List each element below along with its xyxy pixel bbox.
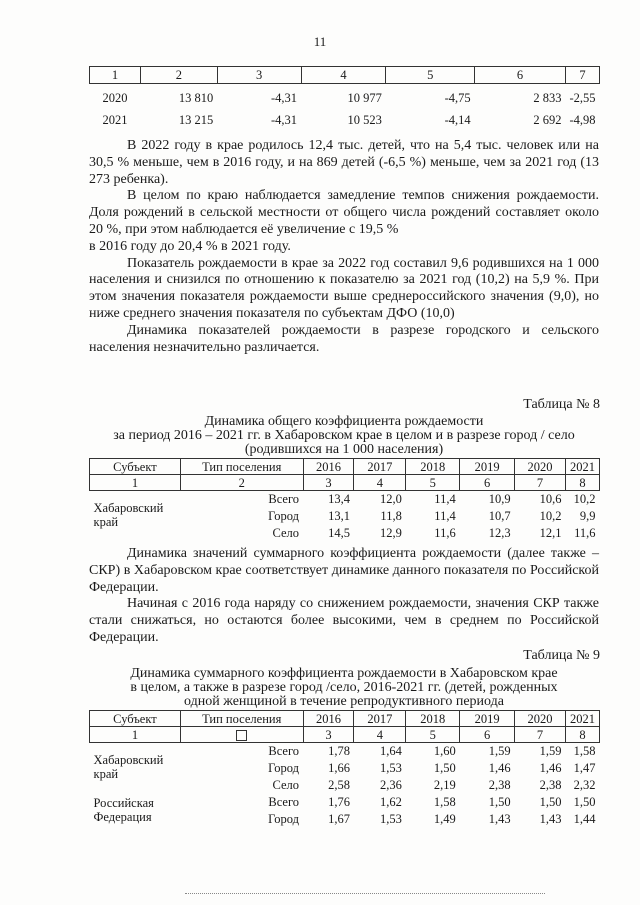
table9-title-line: Динамика суммарного коэффициента рождаемости в Хабаровском крае bbox=[130, 666, 558, 681]
table-cell: 1,66 bbox=[328, 761, 350, 775]
table9-header-cell: Тип поселения bbox=[180, 711, 303, 727]
table8-number-cell: 1 bbox=[90, 475, 181, 491]
table-cell: 11,6 bbox=[574, 526, 596, 540]
table-cell: 2,38 bbox=[539, 778, 562, 792]
table-cell: 1,46 bbox=[539, 761, 562, 775]
table-top-header-cell: 2 bbox=[140, 67, 217, 84]
table8 bbox=[89, 458, 600, 542]
table9-header-cell: 2020 bbox=[515, 711, 566, 727]
table-cell: 1,53 bbox=[379, 812, 402, 826]
table-cell: 1,50 bbox=[488, 795, 511, 809]
table8-label: Таблица № 8 bbox=[523, 397, 600, 412]
table9-subject-2: Российская Федерация bbox=[93, 796, 154, 824]
table8-header-cell: 2016 bbox=[303, 459, 354, 475]
table-cell: -4,14 bbox=[444, 113, 471, 127]
paragraph: Показатель рождаемости в крае за 2022 год составил 9,6 родившихся на 1 000 населения и снизился по отношению к показателю за 2021 год (10,2) на 5,9 %. При этом значения показателя рождаемости выше среднероссийского значения (9,0), но ниже среднего значения показателя по субъектам ДФО (10,0) bbox=[89, 255, 599, 321]
table-cell: 10,2 bbox=[573, 492, 596, 506]
paragraph: Динамика показателей рождаемости в разрезе городского и сельского населения незначительно различается. bbox=[89, 322, 599, 355]
table-cell: Село bbox=[272, 778, 300, 792]
table-top-header-cell: 4 bbox=[301, 67, 386, 84]
paragraph: В 2022 году в крае родилось 12,4 тыс. детей, что на 5,4 тыс. человек или на 30,5 % меньше, чем в 2016 году, и на 869 детей (-6,5 %) меньше, чем за 2021 год (13 273 ребенка). bbox=[89, 138, 599, 187]
table9-header bbox=[90, 711, 600, 727]
table9-number-cell: 7 bbox=[515, 727, 566, 743]
table-cell: 1,43 bbox=[488, 812, 511, 826]
paragraph: Динамика значений суммарного коэффициента рождаемости (далее также – СКР) в Хабаровском крае соответствует динамике данного показателя по Российской Федерации. bbox=[89, 546, 599, 595]
table8-number-cell: 4 bbox=[354, 475, 406, 491]
table-cell: 13 810 bbox=[178, 91, 214, 105]
table8-title-line: за период 2016 – 2021 гг. в Хабаровском крае в целом и в разрезе город / село bbox=[113, 428, 575, 443]
table-cell: 1,50 bbox=[433, 761, 456, 775]
table-cell: 1,59 bbox=[539, 744, 562, 758]
table9-subject-1: Хабаровский край bbox=[93, 753, 164, 781]
table8-header-cell: 2020 bbox=[515, 459, 566, 475]
table9-header-cell: 2019 bbox=[460, 711, 515, 727]
table-cell: 1,59 bbox=[488, 744, 511, 758]
table-cell: 11,4 bbox=[434, 509, 456, 523]
table-cell: 1,46 bbox=[488, 761, 511, 775]
table-cell: 12,1 bbox=[539, 526, 562, 540]
table8-title-line: Динамика общего коэффициента рождаемости bbox=[204, 414, 484, 429]
table8-header bbox=[90, 459, 600, 475]
table-cell: 9,9 bbox=[579, 509, 596, 523]
table8-number-cell: 8 bbox=[566, 475, 600, 491]
checkbox-placeholder-icon bbox=[236, 730, 247, 741]
table-top-header-cell: 1 bbox=[90, 67, 141, 84]
table-cell: 2,36 bbox=[379, 778, 402, 792]
table-cell: 1,78 bbox=[328, 744, 350, 758]
table-cell: -4,31 bbox=[271, 91, 298, 105]
table-top-header-cell: 7 bbox=[565, 67, 599, 84]
table8-number-cell: 2 bbox=[180, 475, 303, 491]
table-cell: 12,3 bbox=[488, 526, 511, 540]
table9-header-cell: 2018 bbox=[406, 711, 460, 727]
table9-number-row bbox=[90, 727, 600, 743]
table-top bbox=[89, 66, 600, 128]
table-cell: 1,76 bbox=[328, 795, 350, 809]
table-cell: 10,2 bbox=[539, 509, 562, 523]
table-top-header-cell: 3 bbox=[217, 67, 301, 84]
body-text-2 bbox=[89, 546, 599, 647]
table-cell: Всего bbox=[268, 492, 300, 506]
table-cell: 10 523 bbox=[347, 113, 382, 127]
table-cell: 1,60 bbox=[433, 744, 456, 758]
table-cell: 1,58 bbox=[573, 744, 596, 758]
table-cell: 10,7 bbox=[488, 509, 511, 523]
table8-subject: Хабаровский край bbox=[93, 501, 164, 529]
table-row bbox=[90, 491, 600, 509]
page-number: 11 bbox=[313, 34, 327, 49]
table9-header-cell: Субъект bbox=[90, 711, 181, 727]
table9-number-cell: 8 bbox=[566, 727, 600, 743]
table-cell: 12,0 bbox=[379, 492, 402, 506]
table-cell: 10 977 bbox=[347, 91, 382, 105]
table8-number-cell: 5 bbox=[406, 475, 460, 491]
table-cell: Всего bbox=[268, 795, 300, 809]
table-cell: 11,6 bbox=[434, 526, 456, 540]
table9-header-cell: 2021 bbox=[566, 711, 600, 727]
table-row bbox=[90, 84, 600, 107]
table9-number-cell: 3 bbox=[303, 727, 354, 743]
table-cell: Город bbox=[268, 761, 300, 775]
table8-number-cell: 7 bbox=[515, 475, 566, 491]
table9-number-cell: 5 bbox=[406, 727, 460, 743]
table8-title bbox=[89, 415, 599, 457]
table-cell: 1,64 bbox=[379, 744, 402, 758]
table-cell: 14,5 bbox=[328, 526, 350, 540]
table-cell: Всего bbox=[268, 744, 300, 758]
table9-title bbox=[89, 667, 599, 709]
table-cell: 2020 bbox=[102, 91, 128, 105]
table-cell: 2,38 bbox=[488, 778, 511, 792]
table-row bbox=[90, 106, 600, 128]
table-cell: -4,31 bbox=[271, 113, 298, 127]
table8-header-cell: Субъект bbox=[90, 459, 181, 475]
table8-header-cell: 2021 bbox=[566, 459, 600, 475]
table9-header-cell: 2016 bbox=[303, 711, 354, 727]
table-cell: 1,50 bbox=[539, 795, 562, 809]
table8-header-cell: 2019 bbox=[460, 459, 515, 475]
table8-header-cell: Тип поселения bbox=[180, 459, 303, 475]
table9-number-cell: 4 bbox=[354, 727, 406, 743]
table9-label: Таблица № 9 bbox=[523, 648, 600, 663]
table-row bbox=[90, 794, 600, 811]
table-cell: Город bbox=[268, 509, 300, 523]
table9-number-cell: 6 bbox=[460, 727, 515, 743]
table8-number-cell: 6 bbox=[460, 475, 515, 491]
table9-number-cell: 1 bbox=[90, 727, 181, 743]
table-cell: 1,58 bbox=[433, 795, 456, 809]
table-cell: 11,8 bbox=[380, 509, 402, 523]
table-cell: 11,4 bbox=[434, 492, 456, 506]
table8-number-row bbox=[90, 475, 600, 491]
body-text-1 bbox=[89, 138, 599, 356]
table-cell: 2 833 bbox=[533, 91, 562, 105]
table9 bbox=[89, 710, 600, 828]
table-cell: 1,62 bbox=[379, 795, 402, 809]
table-cell: -4,98 bbox=[569, 113, 596, 127]
table8-header-cell: 2017 bbox=[354, 459, 406, 475]
table8-title-line: (родившихся на 1 000 населения) bbox=[244, 442, 444, 457]
table-cell: 13,4 bbox=[328, 492, 350, 506]
table-cell: 2,19 bbox=[433, 778, 456, 792]
table-cell: 13,1 bbox=[328, 509, 350, 523]
table9-number-cell bbox=[180, 727, 303, 743]
table-cell: 2,58 bbox=[328, 778, 350, 792]
table-top-header-cell: 5 bbox=[386, 67, 475, 84]
table-cell: 1,67 bbox=[328, 812, 350, 826]
table-cell: 13 215 bbox=[178, 113, 214, 127]
table-cell: 1,47 bbox=[573, 761, 596, 775]
table-cell: Город bbox=[268, 812, 300, 826]
table-cell: 1,43 bbox=[539, 812, 562, 826]
table8-header-cell: 2018 bbox=[406, 459, 460, 475]
table-cell: 1,53 bbox=[379, 761, 402, 775]
paragraph: в 2016 году до 20,4 % в 2021 году. bbox=[89, 238, 291, 254]
table-cell: 12,9 bbox=[379, 526, 402, 540]
paragraph: В целом по краю наблюдается замедление темпов снижения рождаемости. Доля рождений в сельской местности от общего числа рождений составляет около 20 %, при этом наблюдается её увеличение с 19,5 % bbox=[89, 188, 599, 237]
table-cell: Село bbox=[272, 526, 300, 540]
table9-title-line: одной женщиной в течение репродуктивного периода bbox=[184, 694, 504, 709]
table-row bbox=[90, 743, 600, 761]
table-cell: -2,55 bbox=[569, 91, 596, 105]
table-cell: 1,49 bbox=[433, 812, 456, 826]
table-cell: 2,32 bbox=[573, 778, 596, 792]
table8-number-cell: 3 bbox=[303, 475, 354, 491]
table-cell: 1,44 bbox=[573, 812, 596, 826]
table-cell: 10,9 bbox=[488, 492, 511, 506]
table-top-header bbox=[90, 67, 600, 84]
table-cell: 2021 bbox=[102, 113, 128, 127]
table-top-header-cell: 6 bbox=[475, 67, 566, 84]
bottom-divider bbox=[185, 893, 545, 894]
table9-header-cell: 2017 bbox=[354, 711, 406, 727]
table9-title-line: в целом, а также в разрезе город /село, 2016-2021 гг. (детей, рожденных bbox=[130, 680, 558, 695]
table-cell: 10,6 bbox=[539, 492, 562, 506]
table-cell: -4,75 bbox=[444, 91, 471, 105]
paragraph: Начиная с 2016 года наряду со снижением рождаемости, значения СКР также стали снижаться, но остаются более высокими, чем в среднем по Российской Федерации. bbox=[89, 596, 599, 645]
table-cell: 1,50 bbox=[573, 795, 596, 809]
table-cell: 2 692 bbox=[533, 113, 562, 127]
